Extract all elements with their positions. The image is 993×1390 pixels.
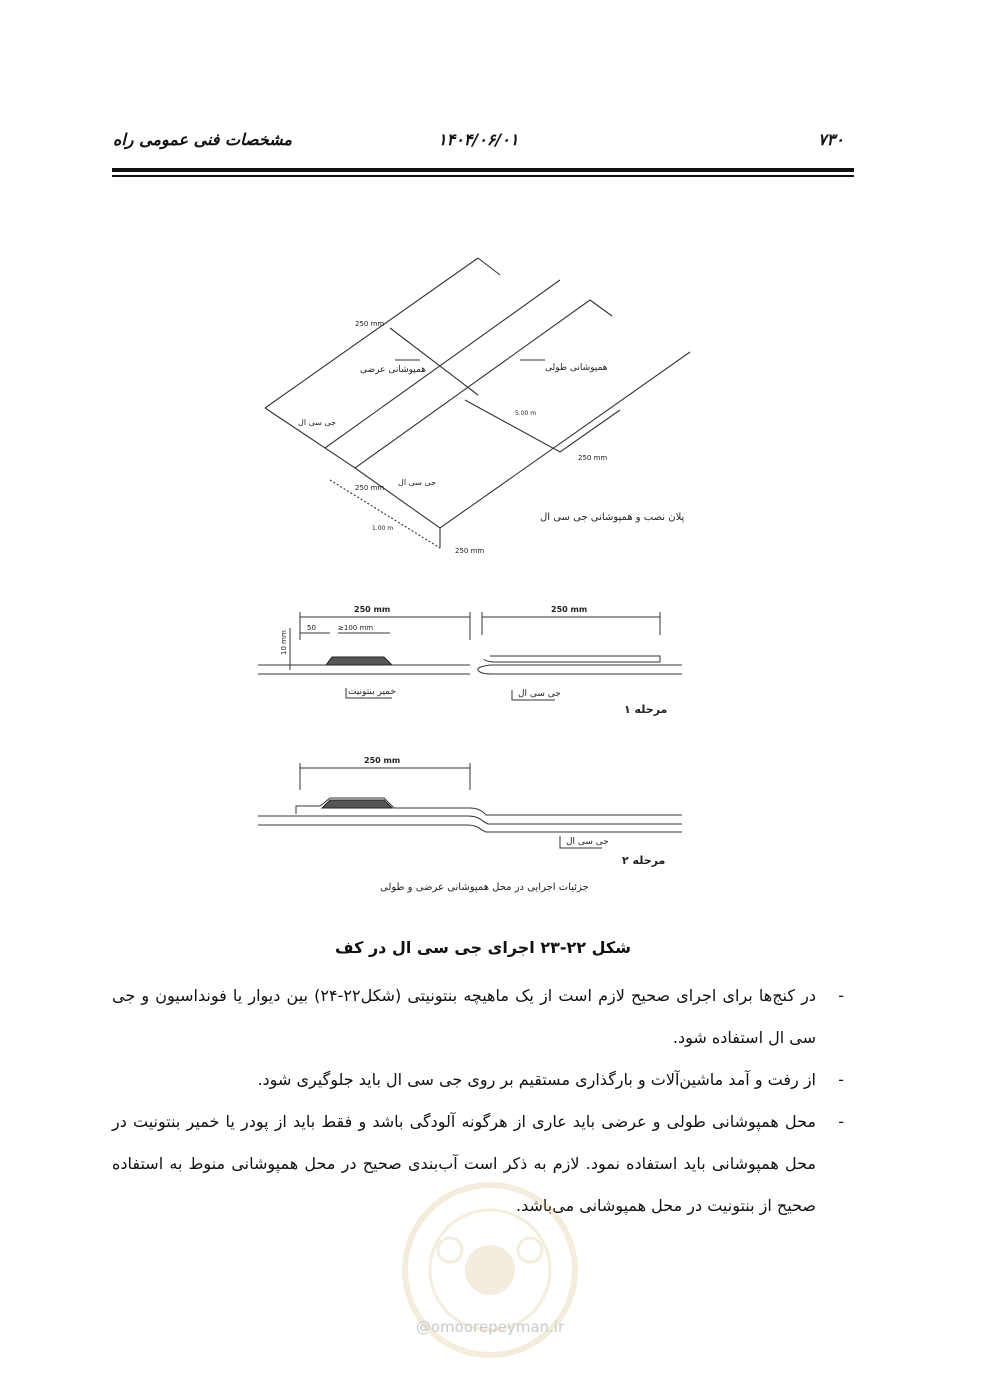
watermark-text: @omoorepeyman.ir: [415, 1318, 565, 1336]
plan-caption: پلان نصب و همپوشانی جی سی ال: [540, 512, 685, 523]
s1-label-paste: خمیر بنتونیت: [348, 687, 396, 697]
s2-base-sheet-top: [258, 816, 682, 824]
s2-label-gcl: جی سی ال: [566, 837, 609, 847]
header-date: ۱۴۰۴/۰۶/۰۱: [438, 130, 519, 149]
bullet-marker: -: [838, 1112, 844, 1131]
s1-dim-left-line: [300, 612, 470, 640]
bullet-text: از رفت و آمد ماشین‌آلات و بارگذاری مستقیم بر روی جی سی ال باید جلوگیری شود.: [257, 1070, 816, 1089]
s1-stage-label: مرحله ۱: [624, 703, 668, 716]
header-title: مشخصات فنی عمومی راه: [112, 130, 292, 149]
s1-dim-100: ≥100 mm: [338, 624, 374, 632]
plan-dim-width: 5.00 m: [515, 410, 537, 417]
plan-sheet-edge-bottom: [355, 352, 690, 528]
s1-dim-right: 250 mm: [551, 605, 588, 614]
bullet-marker: -: [838, 1070, 844, 1089]
plan-dim-diag: 1.00 m: [372, 525, 394, 532]
plan-dim-mid: 250 mm: [355, 484, 385, 492]
s2-dim: 250 mm: [364, 756, 401, 765]
bullet-item: [112, 975, 854, 1059]
plan-sheet-edge-inner: [325, 280, 560, 448]
plan-sheet-ends: [478, 258, 612, 316]
s1-dim-right-line: [482, 612, 660, 635]
plan-dim-right: 250 mm: [578, 454, 608, 462]
plan-transverse-overlap: [390, 328, 478, 395]
s2-base-sheet-bottom: [258, 825, 682, 832]
bullet-text: در کنج‌ها برای اجرای صحیح لازم است از یک ماهیچه بنتونیتی (شکل۲۲-۲۴) بین دیوار یا فونداسیون و جی سی ال استفاده شود.: [112, 986, 817, 1047]
s2-bentonite-paste: [322, 800, 392, 808]
bullet-marker: -: [838, 986, 844, 1005]
s1-folded-sheet: [478, 665, 682, 674]
plan-label-gcl-left: جی سی ال: [298, 418, 337, 427]
plan-sheet-edge-left: [265, 300, 590, 468]
s1-label-gcl: جی سی ال: [518, 689, 561, 699]
plan-sheet-edge-top: [265, 258, 478, 408]
figure-caption: شکل ۲۲-۲۳ اجرای جی سی ال در کف: [335, 938, 631, 957]
s1-dim-left: 250 mm: [354, 605, 391, 614]
plan-label-transverse: همپوشانی عرضی: [360, 365, 426, 375]
plan-label-longitudinal: همپوشانی طولی: [545, 363, 608, 373]
plan-label-gcl-mid: جی سی ال: [398, 478, 437, 487]
s2-dim-line: [300, 763, 470, 790]
s1-top-sheet: [484, 656, 660, 662]
plan-dim-line: [330, 480, 440, 548]
s2-stage-label: مرحله ۲: [622, 854, 666, 867]
details-caption: جزئیات اجرایی در محل همپوشانی عرضی و طولی: [380, 882, 589, 893]
s1-dim-10: 10 mm: [280, 630, 288, 655]
s1-dim-50: 50: [307, 624, 316, 632]
s1-bentonite-paste: [326, 657, 392, 665]
bullet-text: محل همپوشانی طولی و عرضی باید عاری از هرگونه آلودگی باشد و فقط باید از پودر یا خمیر بنتونیت در محل همپوشانی باید استفاده نمود. لازم به ذکر است آب‌بندی صحیح در محل همپوشانی منوط به استفاده صحیح از بنتونیت در محل همپوشانی می‌باشد.: [112, 1112, 816, 1215]
plan-longitudinal-overlap: [465, 400, 620, 452]
bullet-item: [112, 1059, 854, 1101]
plan-dim-top: 250 mm: [355, 320, 385, 328]
page-number: ۷۳۰: [818, 130, 844, 149]
plan-dim-bottom: 250 mm: [455, 547, 485, 555]
